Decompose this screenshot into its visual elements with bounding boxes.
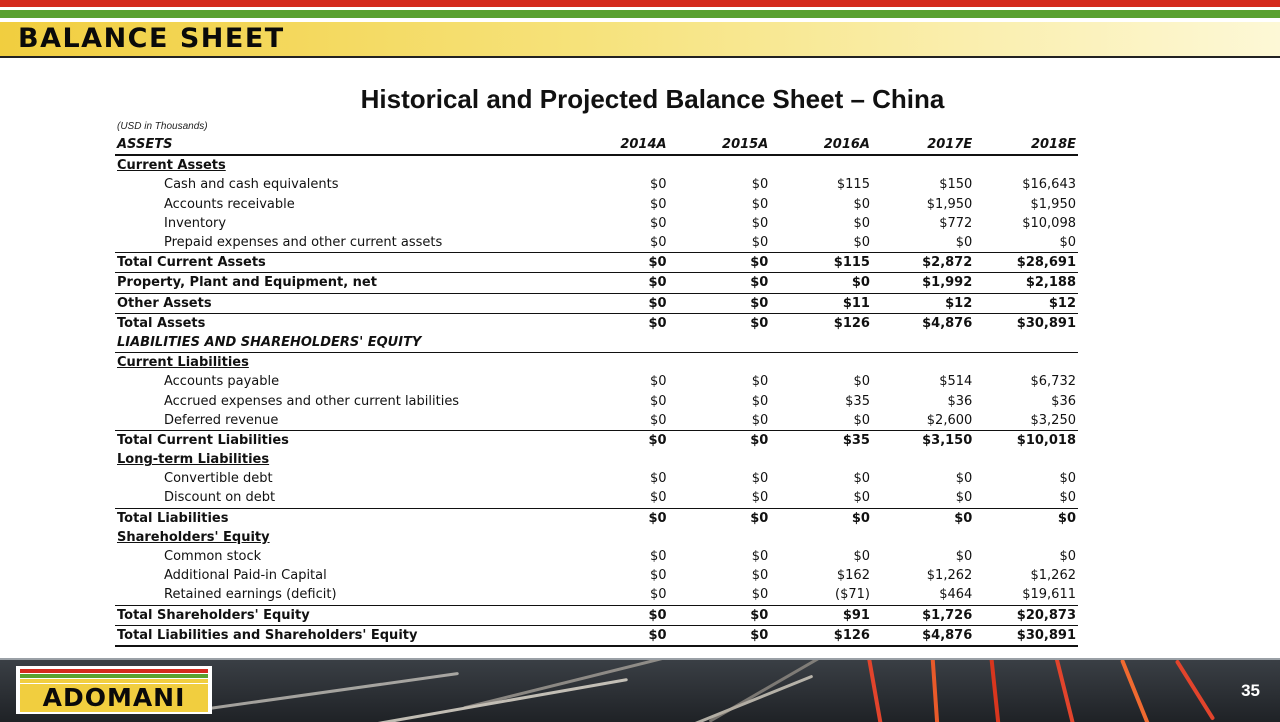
table-row [115, 155, 1078, 175]
row-value: $0 [751, 471, 769, 487]
row-value: $0 [1059, 471, 1076, 487]
row-value [872, 353, 974, 373]
row-value [974, 353, 1078, 373]
row-value: $4,876 [872, 625, 974, 646]
row-label: Shareholders' Equity [117, 529, 270, 545]
row-label: Convertible debt [164, 471, 273, 487]
table-row [115, 450, 1078, 469]
row-value: $0 [1059, 490, 1076, 506]
row-value [770, 450, 872, 469]
table-row [115, 195, 1078, 214]
row-value: $150 [939, 177, 973, 193]
column-header-year: 2015A [669, 135, 771, 155]
title-bar [0, 22, 1280, 58]
row-value [669, 155, 771, 175]
logo-text: ADOMANI [42, 683, 186, 712]
light-streak [1175, 659, 1215, 720]
row-value: $0 [567, 273, 669, 293]
light-streak [1120, 659, 1150, 722]
row-value: $0 [853, 471, 870, 487]
row-value: $0 [650, 549, 667, 565]
row-value: $514 [939, 374, 973, 390]
row-label: Accounts payable [164, 374, 280, 390]
row-value: $12 [872, 293, 974, 313]
row-value [567, 333, 669, 353]
row-value [669, 528, 771, 547]
row-value: $20,873 [974, 605, 1078, 625]
row-label: Other Assets [115, 293, 567, 313]
row-value: $0 [669, 625, 771, 646]
row-value: $0 [974, 508, 1078, 528]
row-value: $1,992 [872, 273, 974, 293]
row-label: Retained earnings (deficit) [164, 587, 337, 603]
row-value: $0 [650, 177, 667, 193]
row-value: $0 [567, 313, 669, 333]
row-value: $126 [770, 313, 872, 333]
row-value: $12 [974, 293, 1078, 313]
row-value: $4,876 [872, 313, 974, 333]
table-row [115, 547, 1078, 566]
row-label: Additional Paid-in Capital [164, 568, 327, 584]
row-value: $0 [770, 273, 872, 293]
row-value: $772 [939, 215, 973, 231]
row-value [770, 528, 872, 547]
row-value: $0 [872, 508, 974, 528]
row-value: $0 [751, 568, 769, 584]
row-value: $0 [669, 253, 771, 273]
row-value [974, 155, 1078, 175]
row-value: $0 [567, 605, 669, 625]
row-label: Prepaid expenses and other current assets [164, 235, 443, 251]
top-green-stripe [0, 10, 1280, 18]
table-row [115, 253, 1078, 273]
row-value: $0 [567, 508, 669, 528]
row-value: $36 [947, 393, 973, 409]
row-value [872, 528, 974, 547]
row-value: $1,262 [926, 568, 973, 584]
table-row [115, 175, 1078, 194]
row-group-label [115, 528, 567, 547]
row-value: $126 [770, 625, 872, 646]
row-value: $0 [669, 430, 771, 450]
row-value: $30,891 [974, 625, 1078, 646]
row-value [669, 333, 771, 353]
row-value [974, 450, 1078, 469]
row-value: $11 [770, 293, 872, 313]
table-header-row [115, 135, 1078, 155]
table-row [115, 372, 1078, 391]
row-value: $1,950 [926, 196, 973, 212]
row-value: $0 [650, 490, 667, 506]
row-value: $1,950 [1030, 196, 1076, 212]
row-group-label [115, 353, 567, 373]
column-header-label: ASSETS [115, 135, 567, 155]
row-value: $0 [650, 393, 667, 409]
table-row [115, 488, 1078, 508]
row-value: $0 [650, 412, 667, 428]
column-header-year: 2016A [770, 135, 872, 155]
table-row [115, 528, 1078, 547]
balance-sheet-table [115, 135, 1078, 647]
row-value [669, 353, 771, 373]
table-body [115, 155, 1078, 646]
row-value [872, 155, 974, 175]
row-label: LIABILITIES AND SHAREHOLDERS' EQUITY [115, 333, 567, 353]
row-value: $0 [955, 549, 973, 565]
page-number: 35 [1241, 681, 1260, 700]
row-value [567, 353, 669, 373]
row-value: $30,891 [974, 313, 1078, 333]
row-value [872, 450, 974, 469]
row-value [770, 333, 872, 353]
row-label: Discount on debt [164, 490, 276, 506]
row-value [974, 333, 1078, 353]
top-red-stripe [0, 0, 1280, 7]
row-value: $16,643 [1022, 177, 1076, 193]
row-label: Long-term Liabilities [117, 452, 270, 468]
table-row [115, 233, 1078, 253]
row-value: $0 [650, 471, 667, 487]
row-label: Accrued expenses and other current labilities [164, 393, 460, 409]
row-value [770, 155, 872, 175]
table-row [115, 625, 1078, 646]
row-value: $2,600 [926, 412, 973, 428]
row-value [770, 353, 872, 373]
row-value: $91 [770, 605, 872, 625]
table-row [115, 508, 1078, 528]
row-value: $0 [853, 374, 870, 390]
row-value: $28,691 [974, 253, 1078, 273]
row-value: $10,018 [974, 430, 1078, 450]
row-value: $0 [751, 196, 769, 212]
table-row [115, 273, 1078, 293]
row-value: $0 [567, 293, 669, 313]
row-value: $35 [770, 430, 872, 450]
row-value: $0 [567, 625, 669, 646]
table-row [115, 353, 1078, 373]
row-value: $0 [650, 374, 667, 390]
table-row [115, 585, 1078, 605]
row-value: $36 [1051, 393, 1076, 409]
row-value: $0 [853, 215, 870, 231]
row-value: $1,262 [1030, 568, 1076, 584]
row-value: $0 [751, 177, 769, 193]
row-value: $0 [751, 235, 769, 251]
row-value: $3,250 [1030, 412, 1076, 428]
row-value [567, 450, 669, 469]
row-value: $0 [669, 313, 771, 333]
table-row [115, 313, 1078, 333]
row-value: $0 [955, 471, 973, 487]
row-value: $0 [751, 393, 769, 409]
light-streak [1055, 658, 1076, 722]
row-value: $0 [669, 293, 771, 313]
row-value: $0 [567, 430, 669, 450]
light-streak [201, 672, 459, 711]
light-streak [989, 658, 1000, 722]
row-label: Deferred revenue [164, 412, 279, 428]
row-value: $0 [853, 235, 870, 251]
slide-title: BALANCE SHEET [18, 23, 285, 54]
row-value: $3,150 [872, 430, 974, 450]
row-label: Total Shareholders' Equity [115, 605, 567, 625]
row-value: $19,611 [1022, 587, 1076, 603]
row-value [872, 333, 974, 353]
row-value: $464 [939, 587, 973, 603]
table-row [115, 333, 1078, 353]
row-label: Common stock [164, 549, 262, 565]
row-label: Total Assets [115, 313, 567, 333]
row-value: $2,872 [872, 253, 974, 273]
row-value: $0 [751, 490, 769, 506]
row-value: $0 [650, 235, 667, 251]
row-value [567, 155, 669, 175]
row-label: Cash and cash equivalents [164, 177, 339, 193]
row-value: $0 [770, 508, 872, 528]
light-streak [867, 658, 883, 722]
row-label: Property, Plant and Equipment, net [115, 273, 567, 293]
row-value: $2,188 [974, 273, 1078, 293]
table-heading: Historical and Projected Balance Sheet – China [360, 84, 945, 114]
row-label: Total Liabilities and Shareholders' Equity [115, 625, 567, 646]
column-header-year: 2018E [974, 135, 1078, 155]
column-header-year: 2014A [567, 135, 669, 155]
row-value: $0 [669, 605, 771, 625]
row-value: $0 [853, 412, 870, 428]
table-row [115, 605, 1078, 625]
table-row [115, 293, 1078, 313]
light-streak [931, 658, 940, 722]
row-value: $0 [650, 568, 667, 584]
row-label: Inventory [164, 215, 227, 231]
row-value: $0 [567, 253, 669, 273]
row-value: $0 [853, 196, 870, 212]
row-value: $115 [836, 177, 870, 193]
company-logo [16, 666, 212, 714]
row-value: $0 [650, 587, 667, 603]
row-value: $0 [955, 490, 973, 506]
row-value [567, 528, 669, 547]
row-value: $0 [751, 412, 769, 428]
row-value: $0 [650, 196, 667, 212]
row-label: Total Liabilities [115, 508, 567, 528]
table-row [115, 411, 1078, 431]
row-group-label [115, 155, 567, 175]
row-value [669, 450, 771, 469]
row-value: $10,098 [1022, 215, 1076, 231]
row-label: Total Current Liabilities [115, 430, 567, 450]
row-value: $0 [669, 508, 771, 528]
row-value: $0 [853, 549, 870, 565]
row-value: $162 [836, 568, 870, 584]
row-value: $0 [1059, 549, 1076, 565]
table-row [115, 391, 1078, 410]
column-header-year: 2017E [872, 135, 974, 155]
table-row [115, 214, 1078, 233]
row-group-label [115, 450, 567, 469]
row-value: $0 [1059, 235, 1076, 251]
row-value: $0 [751, 374, 769, 390]
row-label: Current Liabilities [117, 355, 249, 371]
row-value: $1,726 [872, 605, 974, 625]
light-streak [709, 658, 832, 722]
row-value: $0 [669, 273, 771, 293]
row-label: Total Current Assets [115, 253, 567, 273]
row-label: Accounts receivable [164, 196, 295, 212]
row-value: $0 [853, 490, 870, 506]
row-value: $0 [751, 549, 769, 565]
table-row [115, 469, 1078, 488]
row-value: ($71) [835, 587, 870, 603]
row-value [974, 528, 1078, 547]
row-value: $0 [650, 215, 667, 231]
row-value: $35 [845, 393, 870, 409]
row-value: $115 [770, 253, 872, 273]
row-value: $6,732 [1030, 374, 1076, 390]
row-value: $0 [751, 587, 769, 603]
row-value: $0 [751, 215, 769, 231]
table-row [115, 430, 1078, 450]
units-note: (USD in Thousands) [117, 121, 208, 132]
row-label: Current Assets [117, 158, 226, 174]
table-row [115, 566, 1078, 585]
row-value: $0 [955, 235, 973, 251]
